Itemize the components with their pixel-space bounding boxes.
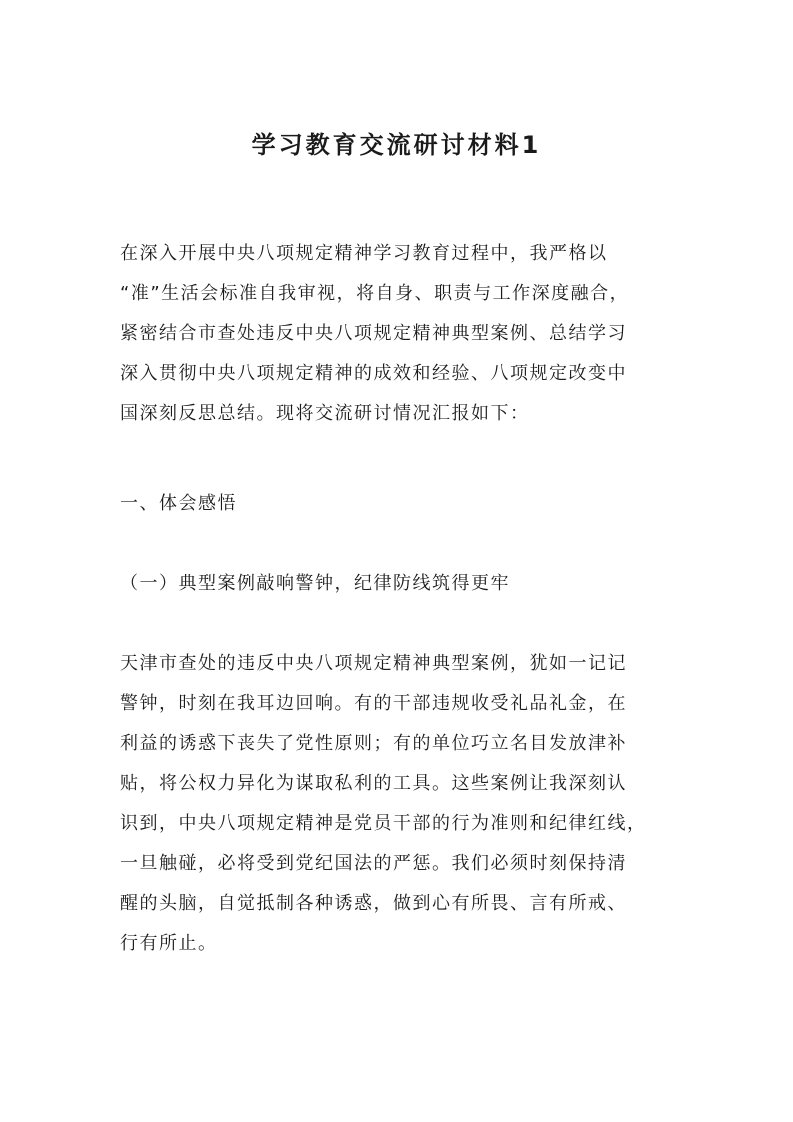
document-title: 学习教育交流研讨材料1 bbox=[251, 131, 542, 159]
body-line: 警钟，时刻在我耳边回响。有的干部违规收受礼品礼金，在 bbox=[120, 693, 627, 714]
body-line: 醒的头脑，自觉抵制各种诱惑，做到心有所畏、言有所戒、 bbox=[120, 893, 627, 914]
body-line: 天津市查处的违反中央八项规定精神典型案例，犹如一记记 bbox=[120, 653, 627, 674]
section-heading-text: 一、体会感悟 bbox=[120, 493, 237, 514]
body-line: 贴，将公权力异化为谋取私利的工具。这些案例让我深刻认 bbox=[120, 773, 627, 794]
body-paragraph bbox=[120, 644, 680, 964]
subsection-heading bbox=[120, 564, 680, 604]
body-line: 一旦触碰，必将受到党纪国法的严惩。我们必须时刻保持清 bbox=[120, 853, 627, 874]
intro-line: 深入贯彻中央八项规定精神的成效和经验、八项规定改变中 bbox=[120, 363, 627, 384]
subsection-heading-text: （一）典型案例敲响警钟，纪律防线筑得更牢 bbox=[120, 573, 510, 594]
intro-line: 在深入开展中央八项规定精神学习教育过程中，我严格以 bbox=[120, 243, 608, 264]
section-heading bbox=[120, 484, 680, 524]
intro-line: 国深刻反思总结。现将交流研讨情况汇报如下： bbox=[120, 403, 530, 424]
intro-line: “准”生活会标准自我审视，将自身、职责与工作深度融合， bbox=[120, 283, 630, 304]
intro-paragraph bbox=[120, 234, 680, 434]
body-line: 识到，中央八项规定精神是党员干部的行为准则和纪律红线， bbox=[120, 813, 647, 834]
body-line: 利益的诱惑下丧失了党性原则；有的单位巧立名目发放津补 bbox=[120, 733, 627, 754]
body-line: 行有所止。 bbox=[120, 933, 218, 954]
intro-line: 紧密结合市查处违反中央八项规定精神典型案例、总结学习 bbox=[120, 323, 627, 344]
